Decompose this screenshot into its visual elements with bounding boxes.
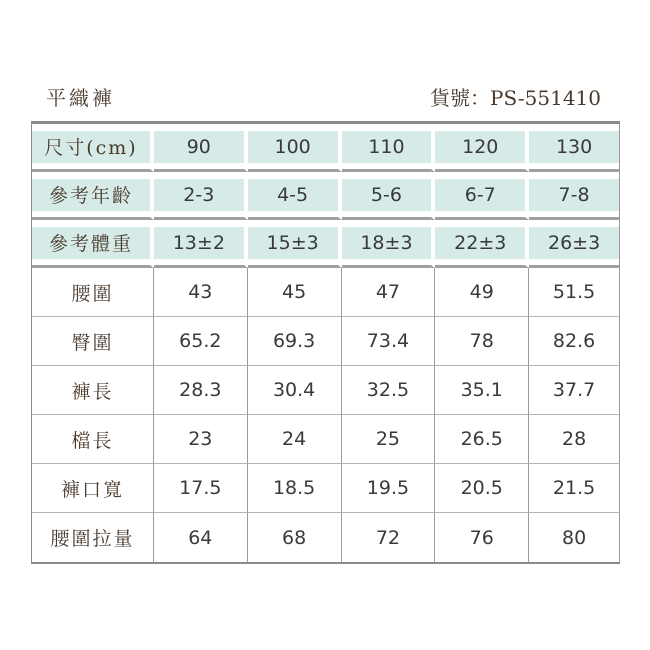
table-cell: 26±3: [529, 220, 620, 268]
table-cell: 32.5: [342, 366, 436, 415]
table-cell: 78: [435, 317, 529, 366]
row-label: 臀圍: [32, 317, 154, 366]
table-cell: 30.4: [248, 366, 342, 415]
table-cell: 82.6: [529, 317, 620, 366]
table-cell: 7-8: [529, 172, 620, 220]
table-cell: 18±3: [342, 220, 436, 268]
table-cell: 110: [342, 124, 436, 172]
table-cell: 13±2: [154, 220, 248, 268]
table-cell: 73.4: [342, 317, 436, 366]
table-row: [32, 317, 620, 366]
table-cell: 68: [248, 513, 342, 562]
table-row: [32, 513, 620, 562]
table-cell: 15±3: [248, 220, 342, 268]
table-row: [32, 268, 620, 317]
table-cell: 80: [529, 513, 620, 562]
table-cell: 130: [529, 124, 620, 172]
table-row: [32, 172, 620, 220]
table-cell: 20.5: [435, 464, 529, 513]
table-cell: 35.1: [435, 366, 529, 415]
table-cell: 26.5: [435, 415, 529, 464]
table-cell: 76: [435, 513, 529, 562]
row-label: 檔長: [32, 415, 154, 464]
table-row: [32, 415, 620, 464]
table-cell: 45: [248, 268, 342, 317]
size-chart-body: [32, 124, 620, 562]
product-name: 平織褲: [46, 86, 115, 110]
table-cell: 18.5: [248, 464, 342, 513]
table-row: [32, 464, 620, 513]
table-cell: 90: [154, 124, 248, 172]
table-cell: 65.2: [154, 317, 248, 366]
table-cell: 25: [342, 415, 436, 464]
table-cell: 4-5: [248, 172, 342, 220]
table-cell: 17.5: [154, 464, 248, 513]
table-cell: 37.7: [529, 366, 620, 415]
row-label: 腰圍拉量: [32, 513, 154, 562]
table-cell: 49: [435, 268, 529, 317]
table-row: [32, 366, 620, 415]
table-cell: 28: [529, 415, 620, 464]
row-label: 褲口寬: [32, 464, 154, 513]
table-cell: 69.3: [248, 317, 342, 366]
table-row: [32, 124, 620, 172]
table-cell: 47: [342, 268, 436, 317]
table-cell: 72: [342, 513, 436, 562]
table-cell: 6-7: [435, 172, 529, 220]
row-label: 腰圍: [32, 268, 154, 317]
product-code: 貨號：PS-551410: [430, 86, 601, 110]
table-cell: 51.5: [529, 268, 620, 317]
table-cell: 5-6: [342, 172, 436, 220]
table-cell: 64: [154, 513, 248, 562]
table-row: [32, 220, 620, 268]
table-cell: 120: [435, 124, 529, 172]
table-cell: 22±3: [435, 220, 529, 268]
table-cell: 2-3: [154, 172, 248, 220]
table-cell: 24: [248, 415, 342, 464]
size-chart-table: [31, 121, 620, 564]
row-label: 褲長: [32, 366, 154, 415]
table-cell: 43: [154, 268, 248, 317]
table-cell: 28.3: [154, 366, 248, 415]
table-cell: 19.5: [342, 464, 436, 513]
table-cell: 21.5: [529, 464, 620, 513]
row-label: 尺寸(cm): [32, 124, 154, 172]
row-label: 參考體重: [32, 220, 154, 268]
table-cell: 23: [154, 415, 248, 464]
table-cell: 100: [248, 124, 342, 172]
row-label: 參考年齡: [32, 172, 154, 220]
